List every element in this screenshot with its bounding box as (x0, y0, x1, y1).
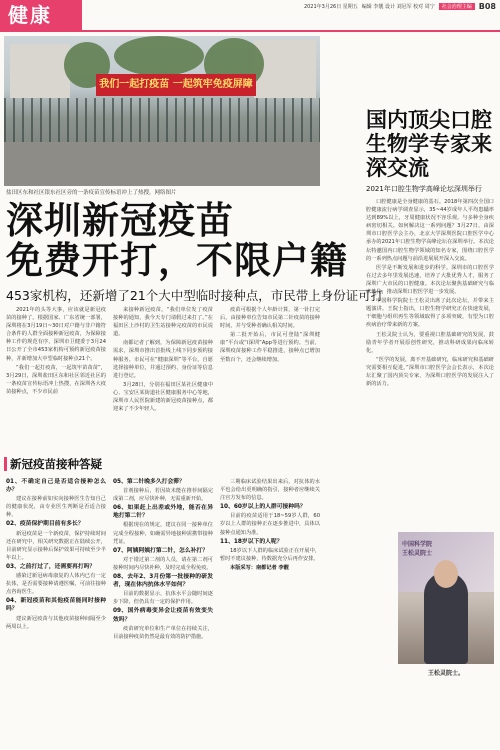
qa-question: 10、60岁以上的人群可接种吗？ (220, 504, 306, 511)
article-paragraph: 第二批开始后，市民可登陆“深圳健康”平台或“i深圳”App等进行预约。当前，深圳疫苗接种工作平稳推进，接种点已增加至数百个，还会继续增加。 (220, 332, 320, 363)
qa-answer: 18岁以下人群的临床试验正在开展中，暂时不建议接种，待数据充分后再作安排。 (220, 547, 320, 562)
qa-column-2 (113, 478, 213, 642)
photo-fence (4, 98, 320, 142)
qa-column-1 (6, 478, 106, 632)
right-article-paragraph: 王松灵院士认为，要重视口腔基础研究的发展，鼓励青年学者开展原创性研究，推动科研成果向临床转化。 (366, 331, 494, 354)
article-column-2 (113, 306, 213, 414)
right-article-title: 国内顶尖口腔生物学专家来深交流 (366, 107, 492, 180)
qa-question: 11、18岁以下的人呢？ (220, 538, 283, 545)
article-column-1 (6, 306, 106, 397)
author-byline: 本版采写：南都记者 李靓 (230, 564, 289, 571)
qa-question: 01、不确定自己是否适合接种怎么办？ (6, 479, 106, 494)
header-editors: 编辑 李靓 设计 刘冠军 校对 周宁 (361, 4, 435, 10)
qa-question: 09、国外病毒变异会让疫苗有效变失效吗？ (113, 608, 213, 623)
qa-question: 03、之前打过了，还需要再打吗？ (6, 563, 96, 570)
right-article-body (366, 198, 494, 389)
right-article-paragraph: 医学是不断发展和进步的科学。深圳市的口腔医学在过去多年里发展迅速，培养了大批优秀人才，服务了深圳广大市民的口腔健康。本次论坛聚焦基础研究与临床转化，推动深圳口腔医学进一步发展。 (366, 264, 494, 296)
article-paragraph: 来接种新冠疫苗。“我们单位发了疫苗接种的通知，我今天专门请假过来打了。”在福田区上沙村的卫生站接种完疫苗的市民说道。 (113, 307, 213, 338)
section-tag: 健康 (0, 0, 82, 30)
qa-answer: 对于错过第二剂的人员，请在第二剂可接种时间内尽快补种，及时完成全程免疫。 (113, 556, 213, 571)
qa-question: 08、去年2、3月份第一批接种的研发者，现在体内抗体水平如何？ (113, 574, 213, 589)
photo-face (434, 560, 458, 588)
qa-question: 05、第二针晚多久打会滞？ (113, 479, 185, 485)
article-paragraph: 3月28日，分别在福田区某社区健康中心、宝安区某街道社区健康服务中心等地，深圳市人民医院新建的新冠疫苗接种点，都迎来了不少年轻人。 (113, 381, 213, 413)
photo-tree (114, 36, 204, 76)
right-article-paragraph: “医学的发展，离不开基础研究，临床研究和基础研究需要相互促进。”深圳市口腔医学会会长表示，本次论坛汇聚了国内顶尖专家，为深圳口腔医学的发展注入了新的活力。 (366, 356, 494, 388)
portrait-photo (398, 532, 494, 664)
qa-question: 04、新冠疫苗和其他疫苗能同时接种吗？ (6, 598, 106, 613)
qa-answer: 目前的数据显示，抗体水平会随时间逐步下降，但仍具有一定的保护作用。 (113, 591, 213, 606)
article-paragraph: “我们一起打疫苗，一起筑牢苗苗苗”，3月29日，深圳盐田区东和社区邻近社区的一条疫苗宣传标语冲上热搜，在深圳各大疫苗接种点，不少市民前 (6, 364, 106, 395)
backdrop-text: 中国科学院 王松灵院士 (402, 541, 433, 557)
section-accent-bar (4, 457, 7, 471)
right-article-paragraph: 中国科学院院士王松灵出席了此次论坛，并带来主题演讲。王院士指出，口腔生物学研究正在快速发展，干细胞与组织再生等领域取得了多项突破，有望为口腔疾病治疗带来新的方案。 (366, 298, 494, 329)
headline-line2: 免费开打，不限户籍 (6, 238, 348, 282)
right-article-paragraph: 口腔健康是全身健康的基石。2018年第四次全国口腔健康流行病学调查显示，35~44岁成年人平均患龋率达到89%以上，牙周健康状况不容乐观。与多种全身疾病密切相关。如何解决这一系列问题？3月27日，由深圳市口腔医学会主办，北京大学深圳医院口腔医学中心承办的2021年口腔生物学高峰论坛在深圳举行。本次论坛特邀国内口腔生物学领域的知名专家，围绕口腔医学的一系列热点问题与前沿进展展开深入交流。 (366, 199, 494, 262)
qa-question: 06、如果赶上出差或外地，能否在异地打第二针？ (113, 505, 213, 520)
portrait-caption: 王松灵院士。 (428, 670, 465, 677)
article-paragraph: 2021年的头等大事，应该就是新冠疫苗的接种了。根据国家、广东省统一部署，深圳将在3月19日~30日对户籍与非户籍符合条件的人群全面接种新冠疫苗，为保障接种工作的规范有序，深圳市卫健委于3月24日公开了全市453家机构可预约新冠疫苗接种，并新增加大中型临时接种点21个。 (6, 307, 106, 362)
qa-answer: 根据现在的规定，建议在同一接种单位完成全程接种，如确需异地接种需携带接种凭证。 (113, 522, 213, 545)
qa-answer: 三期临床试验结果出来后，对抗体的水平也会给出更明确的指引，接种者应继续关注官方发布的信息。 (220, 479, 320, 502)
article-paragraph: 疫苗可根据个人年龄计算，第一针打完后，由接种单位告知市民第二针疫苗的接种时间，并与受种者确认相关时间。 (220, 307, 320, 330)
photo-banner: 我们一起打疫苗 一起筑牢免疫屏障 (96, 74, 256, 96)
subheadline: 453家机构，还新增了21个大中型临时接种点，市民带上身份证可打 (6, 288, 384, 303)
qa-answer: 目前的疫苗适用于18~59岁人群，60岁以上人群的接种正在逐步推进中，具体以接种点通知为准。 (220, 513, 320, 536)
qa-answer: 首剂接种后，若因故未能在推荐间隔完成第二剂，应尽快补种，无需重新开始。 (113, 488, 213, 503)
qa-answer: 建议新冠疫苗与其他疫苗接种间隔至少两周以上。 (6, 615, 106, 630)
photo-building (10, 44, 70, 98)
qa-section-title: 新冠疫苗接种答疑 (10, 457, 102, 471)
header-badge: 社会治理主编 (439, 3, 475, 10)
headline (6, 200, 348, 280)
qa-question: 02、疫苗保护期目前有多长？ (6, 521, 84, 528)
page-number: B08 (478, 2, 496, 11)
article-column-3 (220, 306, 320, 365)
qa-answer: 疫苗研究单位和生产单位在持续关注，目前接种疫苗仍然是最有效的防护措施。 (113, 625, 213, 640)
qa-answer: 建议在接种前如实向接种医生告知自己的健康状况，由专业医生判断是否适合接种。 (6, 496, 106, 519)
header-date: 2021年3月26日 星期五 (303, 4, 358, 10)
article-paragraph: 南都记者了解到，为保障新冠疫苗接种需求，深圳市推出首批线上线下同步预约接种服务。市民可在“健康深圳”等平台，自愿选择接种单位，并通过预约、身份证等信息进行登记。 (113, 340, 213, 379)
photo-caption: 盐田区东和社区银东社区旁的一条疫苗宣传标语冲上了热搜。网络图片 (6, 190, 177, 196)
photo-road (4, 142, 320, 186)
headline-line1: 深圳新冠疫苗 (6, 198, 234, 242)
qa-answer: 感染过新冠病毒康复的人体内已有一定抗体，是否需要接种请遵医嘱，可前往接种点咨询医生。 (6, 573, 106, 596)
qa-answer: 新冠疫苗是一个新疫苗，保护持续时间还在研究中，相关研究数据正在陆续公开，目前研究显示接种后保护效果可持续至少半年以上。 (6, 530, 106, 561)
header-info (304, 2, 496, 11)
qa-question: 07、阿姨阿姨打第二针，怎么补打？ (113, 547, 209, 554)
header-divider (0, 30, 500, 32)
right-article-subtitle: 2021年口腔生物学高峰论坛深圳举行 (366, 185, 482, 193)
qa-column-3 (220, 478, 320, 573)
news-photo (4, 36, 320, 186)
